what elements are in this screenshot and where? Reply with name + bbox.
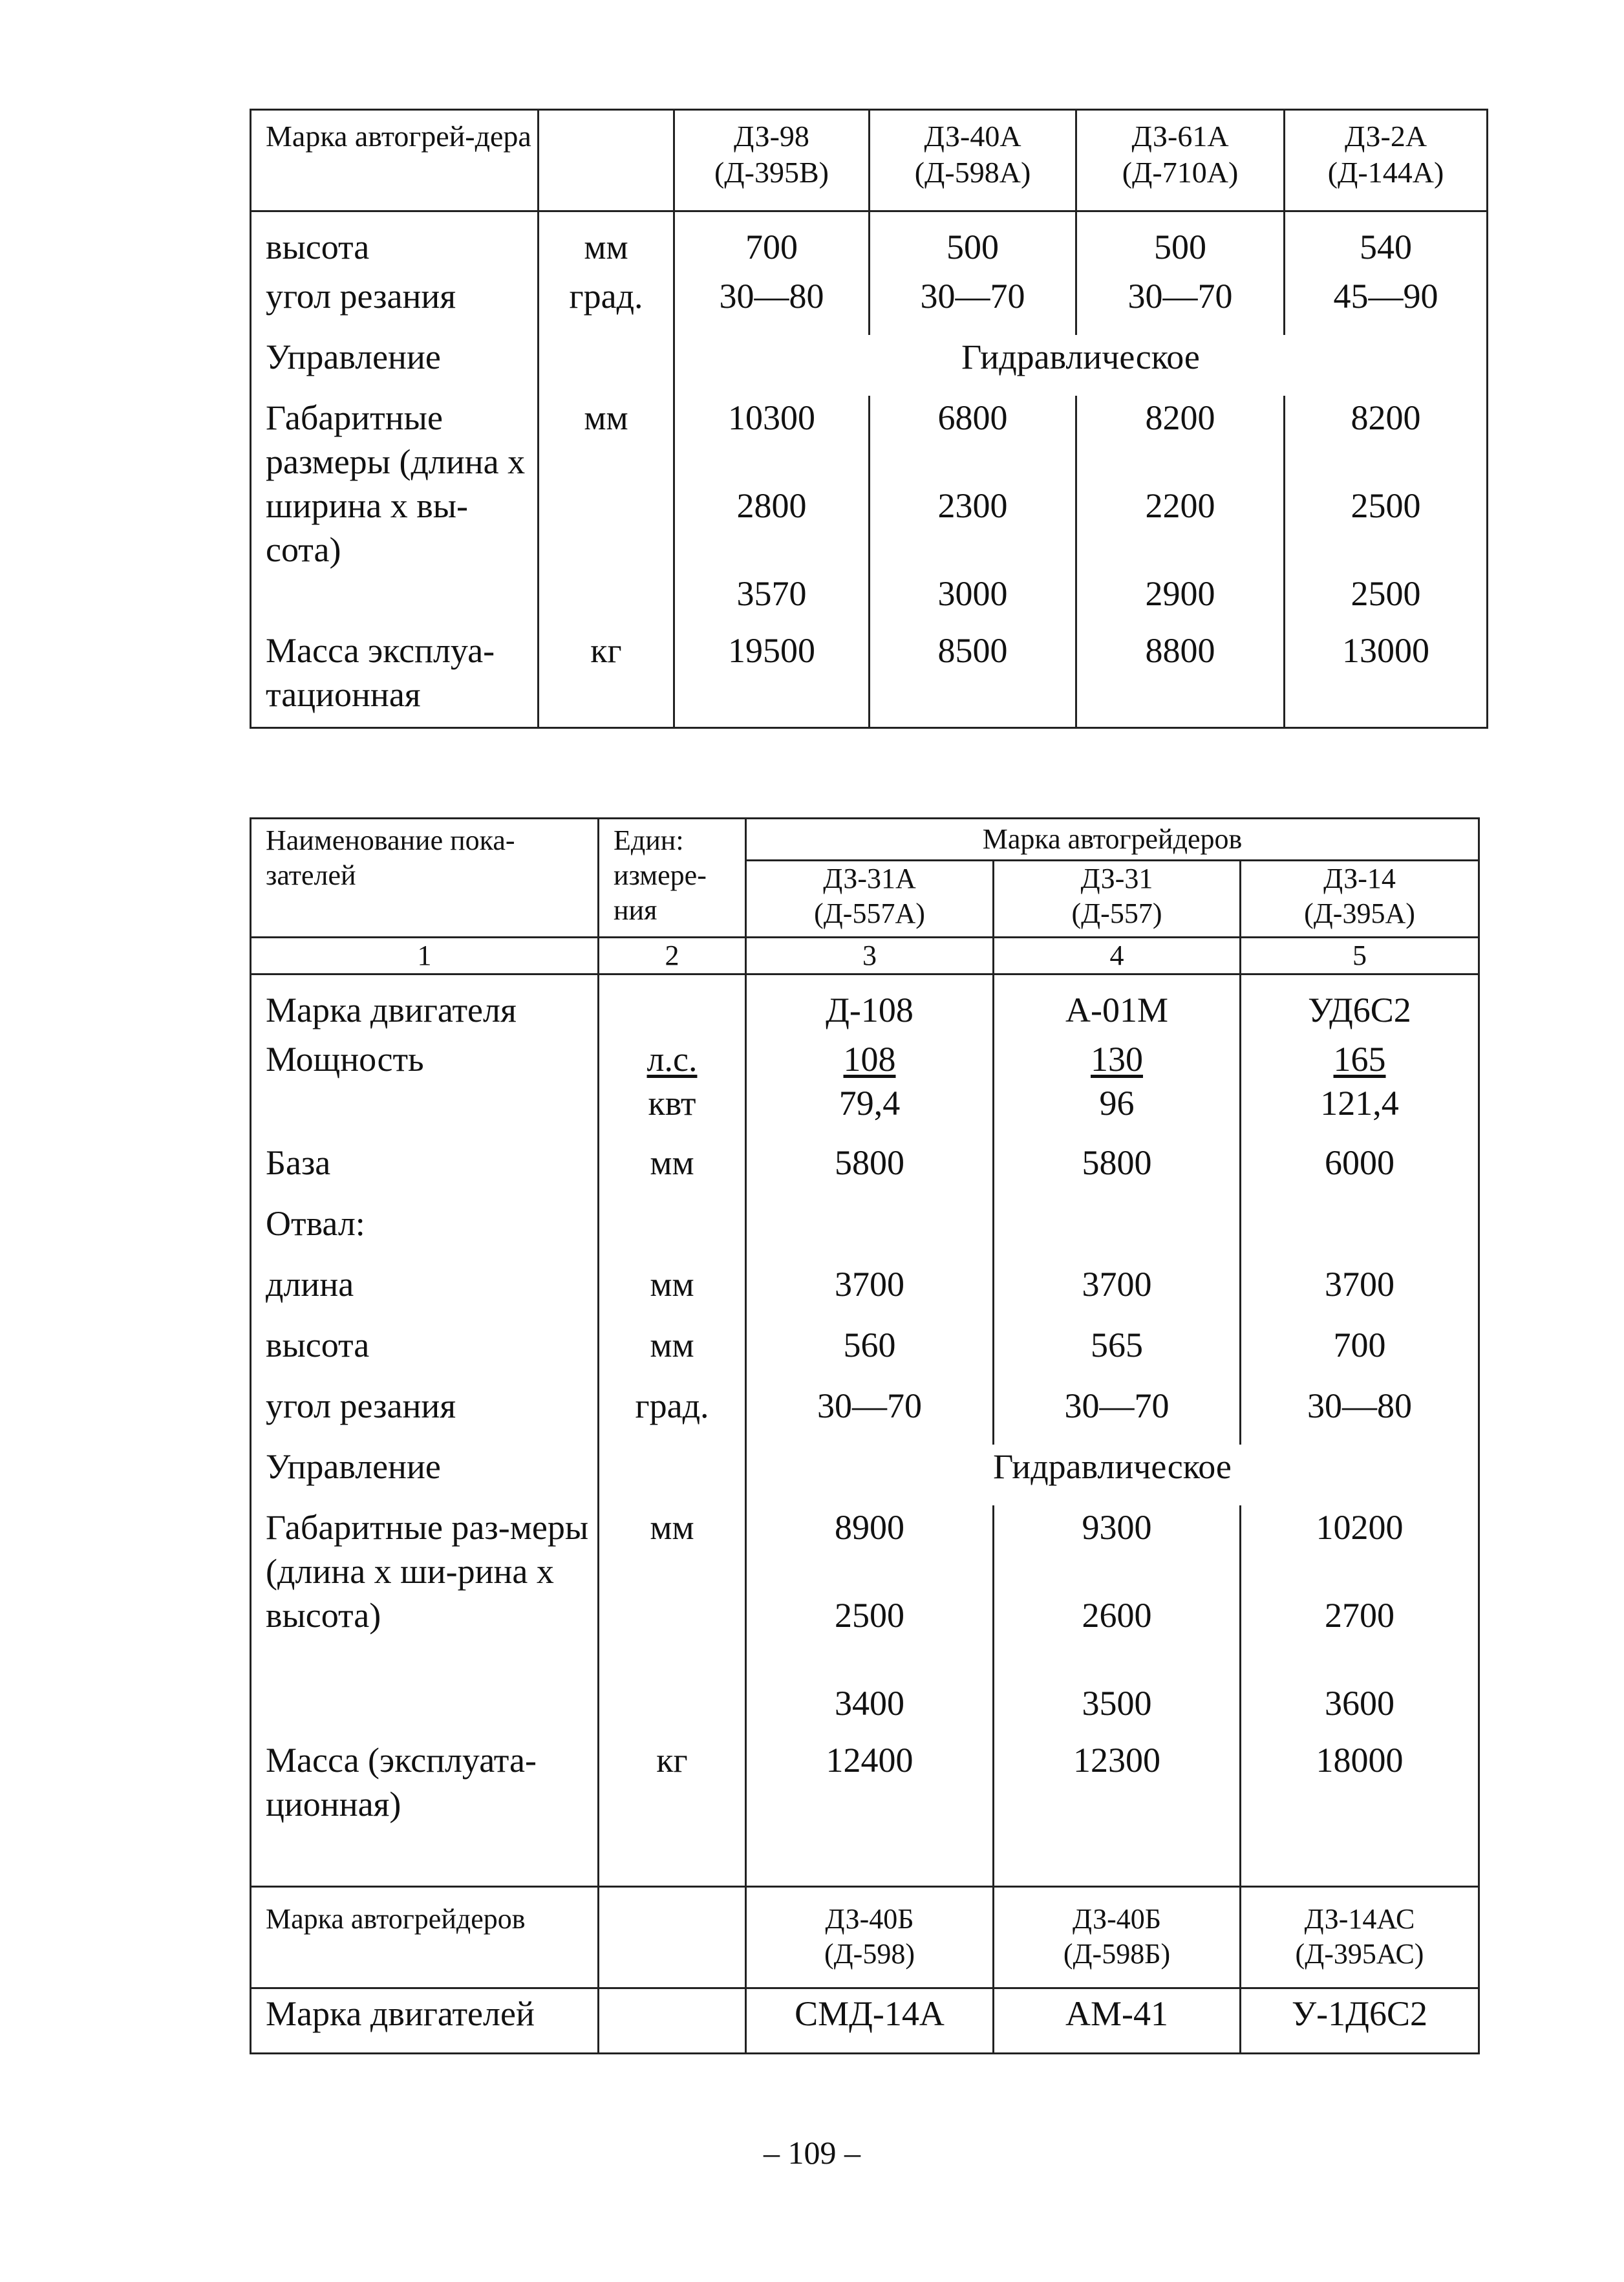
table2-row-engine <box>251 974 1479 1038</box>
row-label: Масса эксплуа-тационная <box>251 629 539 728</box>
row-unit: мм <box>539 211 674 275</box>
table-cell: 500 <box>1076 211 1285 275</box>
row-unit <box>599 974 746 1038</box>
row-label: угол резания <box>251 274 539 335</box>
table-cell: 560 <box>746 1323 994 1384</box>
control-value: Гидравлическое <box>674 335 1488 396</box>
table2-header-indicator: Наименование пока-зателей <box>251 819 599 938</box>
table-cell: 6000 <box>1241 1141 1479 1201</box>
table-cell: 9300 2600 3500 <box>994 1505 1241 1738</box>
footer-model-3: ДЗ-14АС (Д-395АС) <box>1241 1887 1479 1988</box>
footer-model-2: ДЗ-40Б (Д-598Б) <box>994 1887 1241 1988</box>
table-cell: АМ-41 <box>994 1988 1241 2054</box>
table-cell: 165 121,4 <box>1241 1037 1479 1141</box>
table2-row-height <box>251 1323 1479 1384</box>
column-number: 2 <box>599 938 746 974</box>
row-unit: град. <box>599 1384 746 1445</box>
row-label: Марка двигателей <box>251 1988 599 2054</box>
page-number: – 109 – <box>764 2135 860 2171</box>
row-unit: мм <box>539 396 674 629</box>
row-label: Мощность <box>251 1037 599 1141</box>
column-number: 5 <box>1241 938 1479 974</box>
table-cell: 565 <box>994 1323 1241 1384</box>
row-unit: мм <box>599 1323 746 1384</box>
table1-model-1: ДЗ-98 (Д-395В) <box>674 110 870 211</box>
table1-row-control <box>251 335 1488 396</box>
row-label: Масса (эксплуата-ционная) <box>251 1738 599 1887</box>
table1-row-mass <box>251 629 1488 728</box>
row-unit: кг <box>599 1738 746 1887</box>
table-cell: 10200 2700 3600 <box>1241 1505 1479 1738</box>
table-cell: 12300 <box>994 1738 1241 1887</box>
table2-model-3: ДЗ-14 (Д-395А) <box>1241 861 1479 938</box>
table1-row-height <box>251 211 1488 275</box>
table2-header-unit: Един: измере-ния <box>599 819 746 938</box>
table-cell: СМД-14А <box>746 1988 994 2054</box>
column-number: 3 <box>746 938 994 974</box>
table1-model-4: ДЗ-2А (Д-144А) <box>1285 110 1488 211</box>
table1-row-cut-angle <box>251 274 1488 335</box>
table-cell: 5800 <box>746 1141 994 1201</box>
table1-header-label: Марка автогрей-дера <box>251 110 539 211</box>
table-cell: 8200 2500 2500 <box>1285 396 1488 629</box>
table-cell: 8800 <box>1076 629 1285 728</box>
table-cell: 30—70 <box>870 274 1076 335</box>
table-cell: 130 96 <box>994 1037 1241 1141</box>
row-label: высота <box>251 211 539 275</box>
table1-row-dimensions <box>251 396 1488 629</box>
row-unit: мм <box>599 1262 746 1323</box>
table-cell: У-1Д6С2 <box>1241 1988 1479 2054</box>
row-unit: кг <box>539 629 674 728</box>
table-cell: 3700 <box>994 1262 1241 1323</box>
row-unit <box>539 335 674 396</box>
table-cell: 8200 2200 2900 <box>1076 396 1285 629</box>
table-cell: 700 <box>1241 1323 1479 1384</box>
table-cell: 10300 2800 3570 <box>674 396 870 629</box>
row-unit <box>599 1988 746 2054</box>
row-label: длина <box>251 1262 599 1323</box>
table-cell: 19500 <box>674 629 870 728</box>
table-cell: 30—70 <box>746 1384 994 1445</box>
row-label: Отвал: <box>251 1201 599 1262</box>
graders-table-1 <box>250 109 1488 729</box>
table2-row-base <box>251 1141 1479 1201</box>
table2-row-length <box>251 1262 1479 1323</box>
table2-row-control <box>251 1445 1479 1505</box>
row-unit <box>599 1887 746 1988</box>
row-unit: мм <box>599 1505 746 1738</box>
table2-model-2: ДЗ-31 (Д-557) <box>994 861 1241 938</box>
row-label: Габаритные раз-меры (длина х ши-рина х высота) <box>251 1505 599 1738</box>
row-unit <box>599 1201 746 1262</box>
table2-row-mass <box>251 1738 1479 1887</box>
row-label: Марка двигателя <box>251 974 599 1038</box>
table-cell: 30—70 <box>1076 274 1285 335</box>
row-unit: град. <box>539 274 674 335</box>
table-cell: 13000 <box>1285 629 1488 728</box>
table-cell <box>994 1201 1241 1262</box>
table1-header-unit <box>539 110 674 211</box>
row-label: База <box>251 1141 599 1201</box>
table-cell: 30—70 <box>994 1384 1241 1445</box>
graders-table-2 <box>250 817 1480 2054</box>
table1-header-row <box>251 110 1488 211</box>
table2-number-row <box>251 938 1479 974</box>
table-cell: А-01М <box>994 974 1241 1038</box>
table2-footer-models-row <box>251 1887 1479 1988</box>
table2-row-cut-angle <box>251 1384 1479 1445</box>
table-cell: УД6С2 <box>1241 974 1479 1038</box>
table-cell <box>746 1201 994 1262</box>
table2-row-blade <box>251 1201 1479 1262</box>
table2-footer-engines-row <box>251 1988 1479 2054</box>
table2-model-1: ДЗ-31А (Д-557А) <box>746 861 994 938</box>
table-cell <box>1241 1201 1479 1262</box>
table-cell: 6800 2300 3000 <box>870 396 1076 629</box>
table-cell: 30—80 <box>674 274 870 335</box>
table-cell: 8900 2500 3400 <box>746 1505 994 1738</box>
column-number: 1 <box>251 938 599 974</box>
table-cell: 12400 <box>746 1738 994 1887</box>
table2-header-group: Марка автогрейдеров <box>746 819 1479 861</box>
table-cell: 8500 <box>870 629 1076 728</box>
table1-model-2: ДЗ-40А (Д-598А) <box>870 110 1076 211</box>
column-number: 4 <box>994 938 1241 974</box>
row-label: Управление <box>251 1445 599 1505</box>
table2-header-row-1 <box>251 819 1479 861</box>
table2-row-dimensions <box>251 1505 1479 1738</box>
table-cell: 3700 <box>1241 1262 1479 1323</box>
row-unit: мм <box>599 1141 746 1201</box>
table-cell: 3700 <box>746 1262 994 1323</box>
footer-model-1: ДЗ-40Б (Д-598) <box>746 1887 994 1988</box>
table-cell: 45—90 <box>1285 274 1488 335</box>
table-cell: 540 <box>1285 211 1488 275</box>
row-label: высота <box>251 1323 599 1384</box>
table-cell: 108 79,4 <box>746 1037 994 1141</box>
row-label: Марка автогрейдеров <box>251 1887 599 1988</box>
row-label: угол резания <box>251 1384 599 1445</box>
table-cell: 5800 <box>994 1141 1241 1201</box>
table2-row-power <box>251 1037 1479 1141</box>
table-cell: 700 <box>674 211 870 275</box>
row-unit <box>599 1445 746 1505</box>
row-label: Управление <box>251 335 539 396</box>
row-unit: л.с. квт <box>599 1037 746 1141</box>
table-cell: 500 <box>870 211 1076 275</box>
table1-model-3: ДЗ-61А (Д-710А) <box>1076 110 1285 211</box>
row-label: Габаритные размеры (длина х ширина х вы-сота) <box>251 396 539 629</box>
table-cell: 30—80 <box>1241 1384 1479 1445</box>
table-cell: 18000 <box>1241 1738 1479 1887</box>
control-value: Гидравлическое <box>746 1445 1479 1505</box>
table-cell: Д-108 <box>746 974 994 1038</box>
